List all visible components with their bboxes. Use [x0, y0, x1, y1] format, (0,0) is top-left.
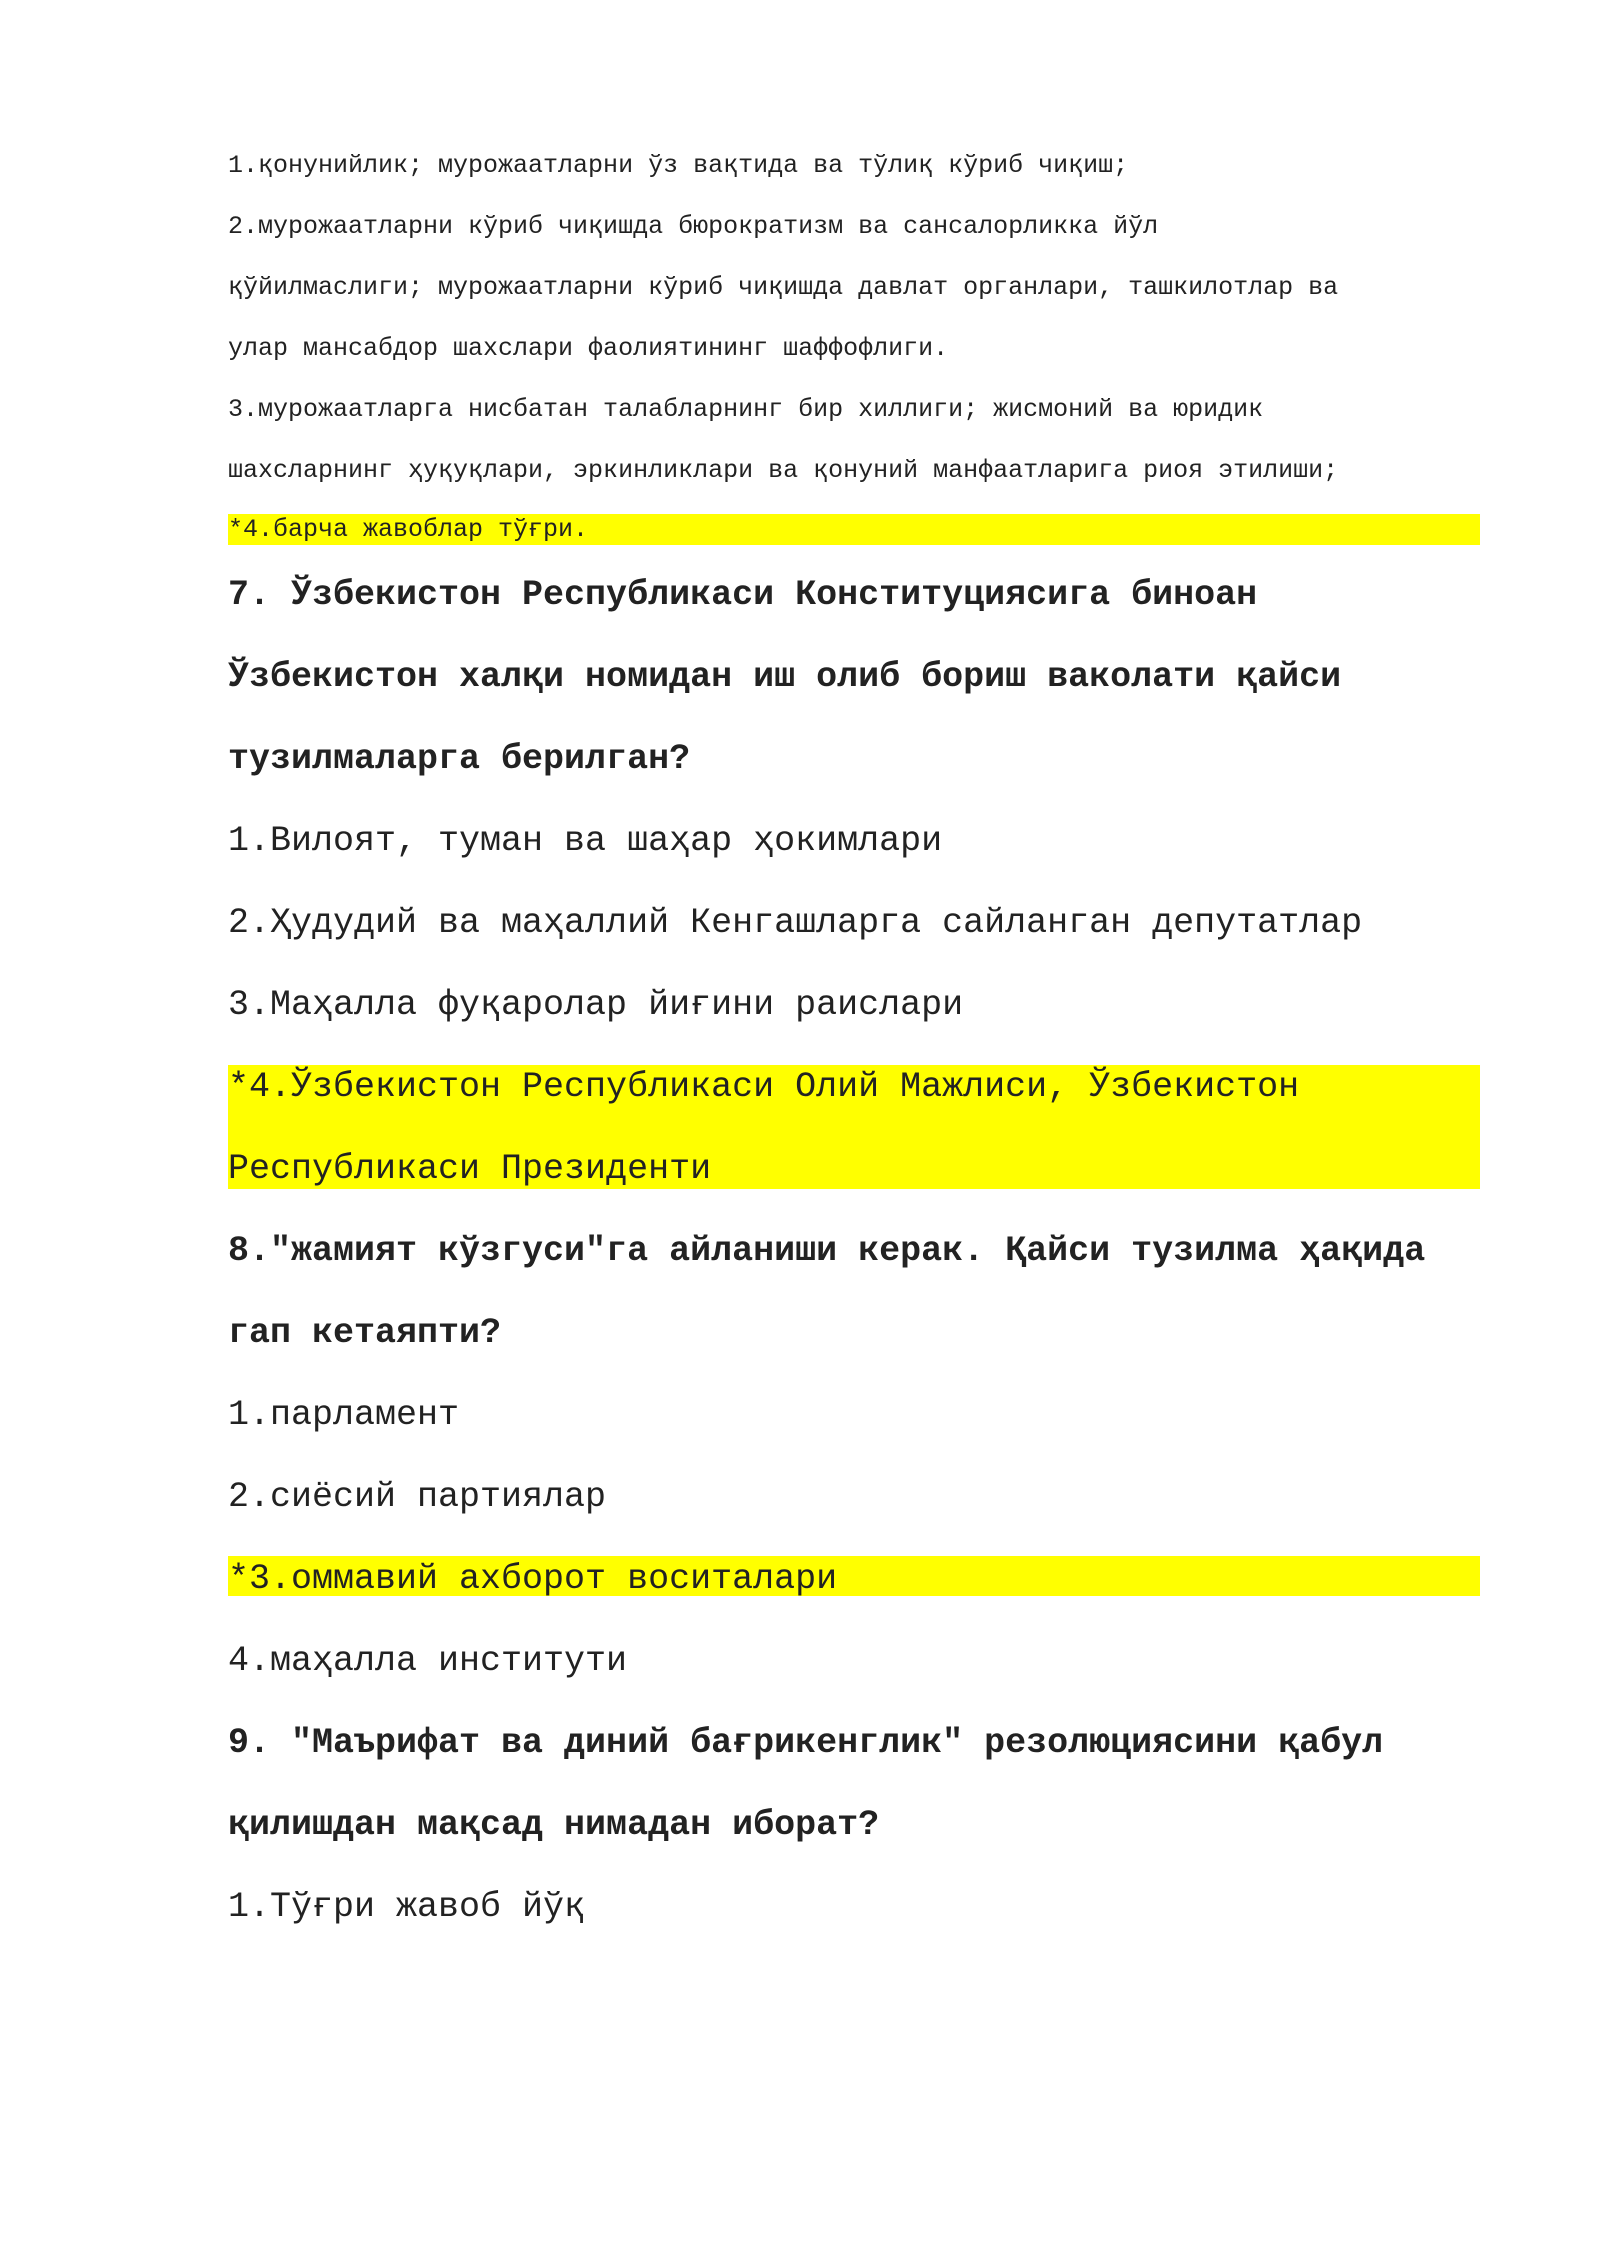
- answer-line: 1.қонунийлик; мурожаатларни ўз вақтида ва тўлиқ кўриб чиқиш;: [228, 151, 1129, 180]
- answer-option: 1.парламент: [228, 1395, 460, 1435]
- answer-line: улар мансабдор шахслари фаолиятининг шаффофлиги.: [228, 334, 949, 363]
- answer-option: 4.маҳалла институти: [228, 1641, 628, 1681]
- question-7-title: тузилмаларга берилган?: [228, 739, 691, 779]
- answer-line: шахсларнинг ҳуқуқлари, эркинликлари ва қонуний манфаатларига риоя этилиши;: [228, 456, 1339, 485]
- question-8-title: 8."жамият кўзгуси"га айланиши керак. Қайси тузилма ҳақида: [228, 1231, 1426, 1271]
- question-9-title: қилишдан мақсад нимадан иборат?: [228, 1805, 880, 1845]
- question-7-title: Ўзбекистон халқи номидан иш олиб бориш ваколати қайси: [228, 657, 1342, 697]
- answer-option: 3.Маҳалла фуқаролар йиғини раислари: [228, 985, 964, 1025]
- correct-answer: *3.оммавий ахборот воситалари: [228, 1559, 838, 1599]
- answer-option: 1.Тўғри жавоб йўқ: [228, 1887, 586, 1927]
- correct-answer: *4.Ўзбекистон Республикаси Олий Мажлиси, Ўзбекистон: [228, 1067, 1300, 1107]
- answer-option: 2.Ҳудудий ва маҳаллий Кенгашларга сайланган депутатлар: [228, 903, 1363, 943]
- answer-line: қўйилмаслиги; мурожаатларни кўриб чиқишда давлат органлари, ташкилотлар ва: [228, 273, 1339, 302]
- correct-answer: *4.барча жавоблар тўғри.: [228, 515, 589, 544]
- question-9-title: 9. "Маърифат ва диний бағрикенглик" резолюциясини қабул: [228, 1723, 1384, 1763]
- answer-line: 2.мурожаатларни кўриб чиқишда бюрократизм ва сансалорликка йўл: [228, 212, 1159, 241]
- answer-option: 1.Вилоят, туман ва шаҳар ҳокимлари: [228, 821, 943, 861]
- answer-option: 2.сиёсий партиялар: [228, 1477, 607, 1517]
- correct-answer: Республикаси Президенти: [228, 1149, 712, 1189]
- question-8-title: гап кетаяпти?: [228, 1313, 502, 1353]
- answer-line: 3.мурожаатларга нисбатан талабларнинг бир хиллиги; жисмоний ва юридик: [228, 395, 1264, 424]
- question-7-title: 7. Ўзбекистон Республикаси Конституциясига биноан: [228, 575, 1258, 615]
